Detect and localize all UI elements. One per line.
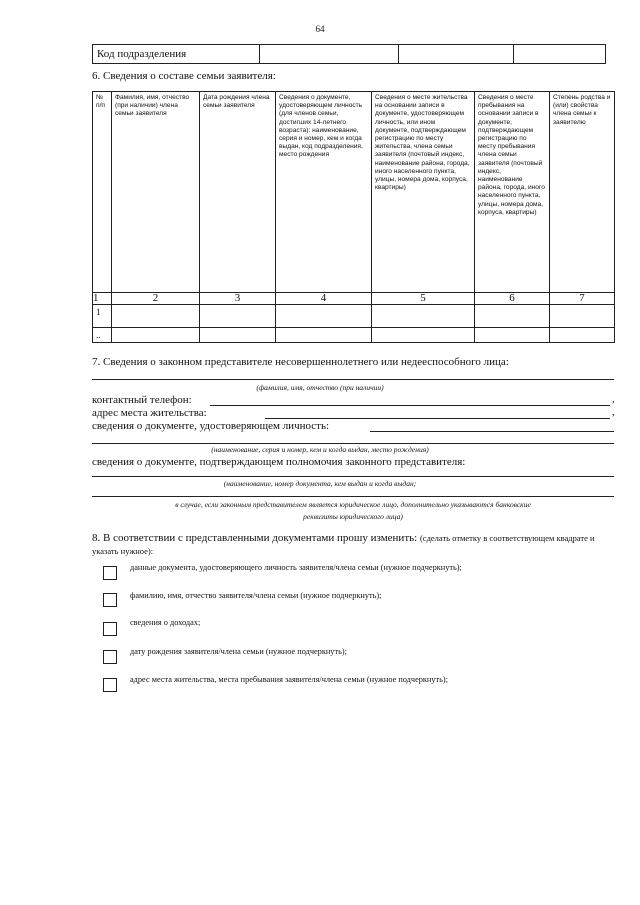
table-row <box>93 305 615 328</box>
table-header-row <box>93 92 615 293</box>
authority-document-field[interactable] <box>92 476 614 477</box>
header-identity-document: Сведения о документе, удостоверяющем личность (для членов семьи, достигших 14-летнего возраста): наименование, серия и номер, кем и когда выдан, код подразделения, место рождения <box>276 92 372 293</box>
column-number: 4 <box>276 293 372 305</box>
table-cell[interactable] <box>372 305 475 328</box>
table-cell[interactable] <box>475 305 550 328</box>
representative-name-field[interactable] <box>92 379 614 380</box>
department-code-cell-1[interactable] <box>260 45 399 64</box>
column-number: 7 <box>550 293 615 305</box>
section8-title <box>92 532 614 558</box>
section6-title: 6. Сведения о составе семьи заявителя: <box>92 70 276 82</box>
option-identity-document: данные документа, удостоверяющего личность заявителя/члена семьи (нужное подчеркнуть); <box>130 563 462 572</box>
section8-title-note: (сделать отметку в соответствующем квадрате и указать нужное): <box>92 533 595 556</box>
table-cell[interactable] <box>550 328 615 343</box>
phone-label: контактный телефон: <box>92 394 192 406</box>
header-kinship: Степень родства и (или) свойства члена семьи к заявителю <box>550 92 615 293</box>
table-cell[interactable] <box>276 328 372 343</box>
table-cell[interactable] <box>276 305 372 328</box>
table-cell[interactable] <box>372 328 475 343</box>
header-full-name: Фамилия, имя, отчество (при наличии) члена семьи заявителя <box>112 92 200 293</box>
phone-field[interactable] <box>210 405 610 406</box>
id-document-field-line2[interactable] <box>92 443 614 444</box>
legal-entity-note-line1: в случае, если законным представителем является юридическое лицо, дополнительно указываются банковские <box>175 500 531 509</box>
id-document-field[interactable] <box>370 431 614 432</box>
checkbox-income[interactable] <box>103 622 117 636</box>
column-number: 5 <box>372 293 475 305</box>
caption-full-name: (фамилия, имя, отчество (при наличии) <box>256 383 384 392</box>
section7-title: 7. Сведения о законном представителе несовершеннолетнего или недееспособного лица: <box>92 356 509 368</box>
table-cell[interactable] <box>112 328 200 343</box>
option-birth-date: дату рождения заявителя/члена семьи (нужное подчеркнуть); <box>130 647 347 656</box>
column-number: 6 <box>475 293 550 305</box>
table-cell[interactable] <box>112 305 200 328</box>
authority-document-field-line2[interactable] <box>92 496 614 497</box>
checkbox-identity-document[interactable] <box>103 566 117 580</box>
table-row <box>93 328 615 343</box>
page-number: 64 <box>315 24 325 34</box>
checkbox-full-name[interactable] <box>103 593 117 607</box>
legal-entity-note-line2: реквизиты юридического лица) <box>303 512 403 521</box>
header-birth-date: Дата рождения члена семьи заявителя <box>200 92 276 293</box>
department-code-cell-3[interactable] <box>514 45 606 64</box>
table-cell[interactable] <box>550 305 615 328</box>
caption-id-document: (наименование, серия и номер, кем и когда выдан, место рождения) <box>211 445 429 454</box>
column-number-row <box>93 293 615 305</box>
header-number: № п/п <box>93 92 112 293</box>
authority-document-label: сведения о документе, подтверждающем полномочия законного представителя: <box>92 456 466 468</box>
header-stay-address: Сведения о месте пребывания на основании записи в документе, подтверждающем регистрацию по месту пребывания члена семьи заявителя (почтовый индекс, наименование района, города, иного населенного пункта, улицы, номера дома, корпуса, квартиры) <box>475 92 550 293</box>
option-income: сведения о доходах; <box>130 618 201 627</box>
option-full-name: фамилию, имя, отчество заявителя/члена семьи (нужное подчеркнуть); <box>130 591 382 600</box>
row-number: 1 <box>93 305 112 328</box>
table-cell[interactable] <box>200 328 276 343</box>
legal-entity-note <box>92 499 614 523</box>
column-number: 2 <box>112 293 200 305</box>
table-cell[interactable] <box>200 305 276 328</box>
address-field[interactable] <box>265 418 610 419</box>
row-number: .. <box>93 328 112 343</box>
checkbox-birth-date[interactable] <box>103 650 117 664</box>
family-composition-table <box>92 91 615 343</box>
id-document-label: сведения о документе, удостоверяющем личность: <box>92 420 330 432</box>
option-address: адрес места жительства, места пребывания заявителя/члена семьи (нужное подчеркнуть); <box>130 675 448 684</box>
column-number: 3 <box>200 293 276 305</box>
department-code-cell-2[interactable] <box>399 45 514 64</box>
column-number: 1 <box>93 293 112 305</box>
address-label: адрес места жительства: <box>92 407 207 419</box>
department-code-table <box>92 44 606 64</box>
checkbox-address[interactable] <box>103 678 117 692</box>
comma: , <box>612 406 615 418</box>
comma: , <box>612 393 615 405</box>
section8-title-main: 8. В соответствии с представленными документами прошу изменить: <box>92 532 418 544</box>
header-residence-address: Сведения о месте жительства на основании записи в документе, удостоверяющем личность, или ином документе, подтверждающем регистрацию по месту жительства, члена семьи заявителя (почтовый индекс, наименование района, города, иного населенного пункта, улицы, номера дома, корпуса, квартиры) <box>372 92 475 293</box>
department-code-label: Код подразделения <box>93 45 260 64</box>
caption-authority-document: (наименование, номер документа, кем выдан и когда выдан; <box>223 479 417 488</box>
table-cell[interactable] <box>475 328 550 343</box>
